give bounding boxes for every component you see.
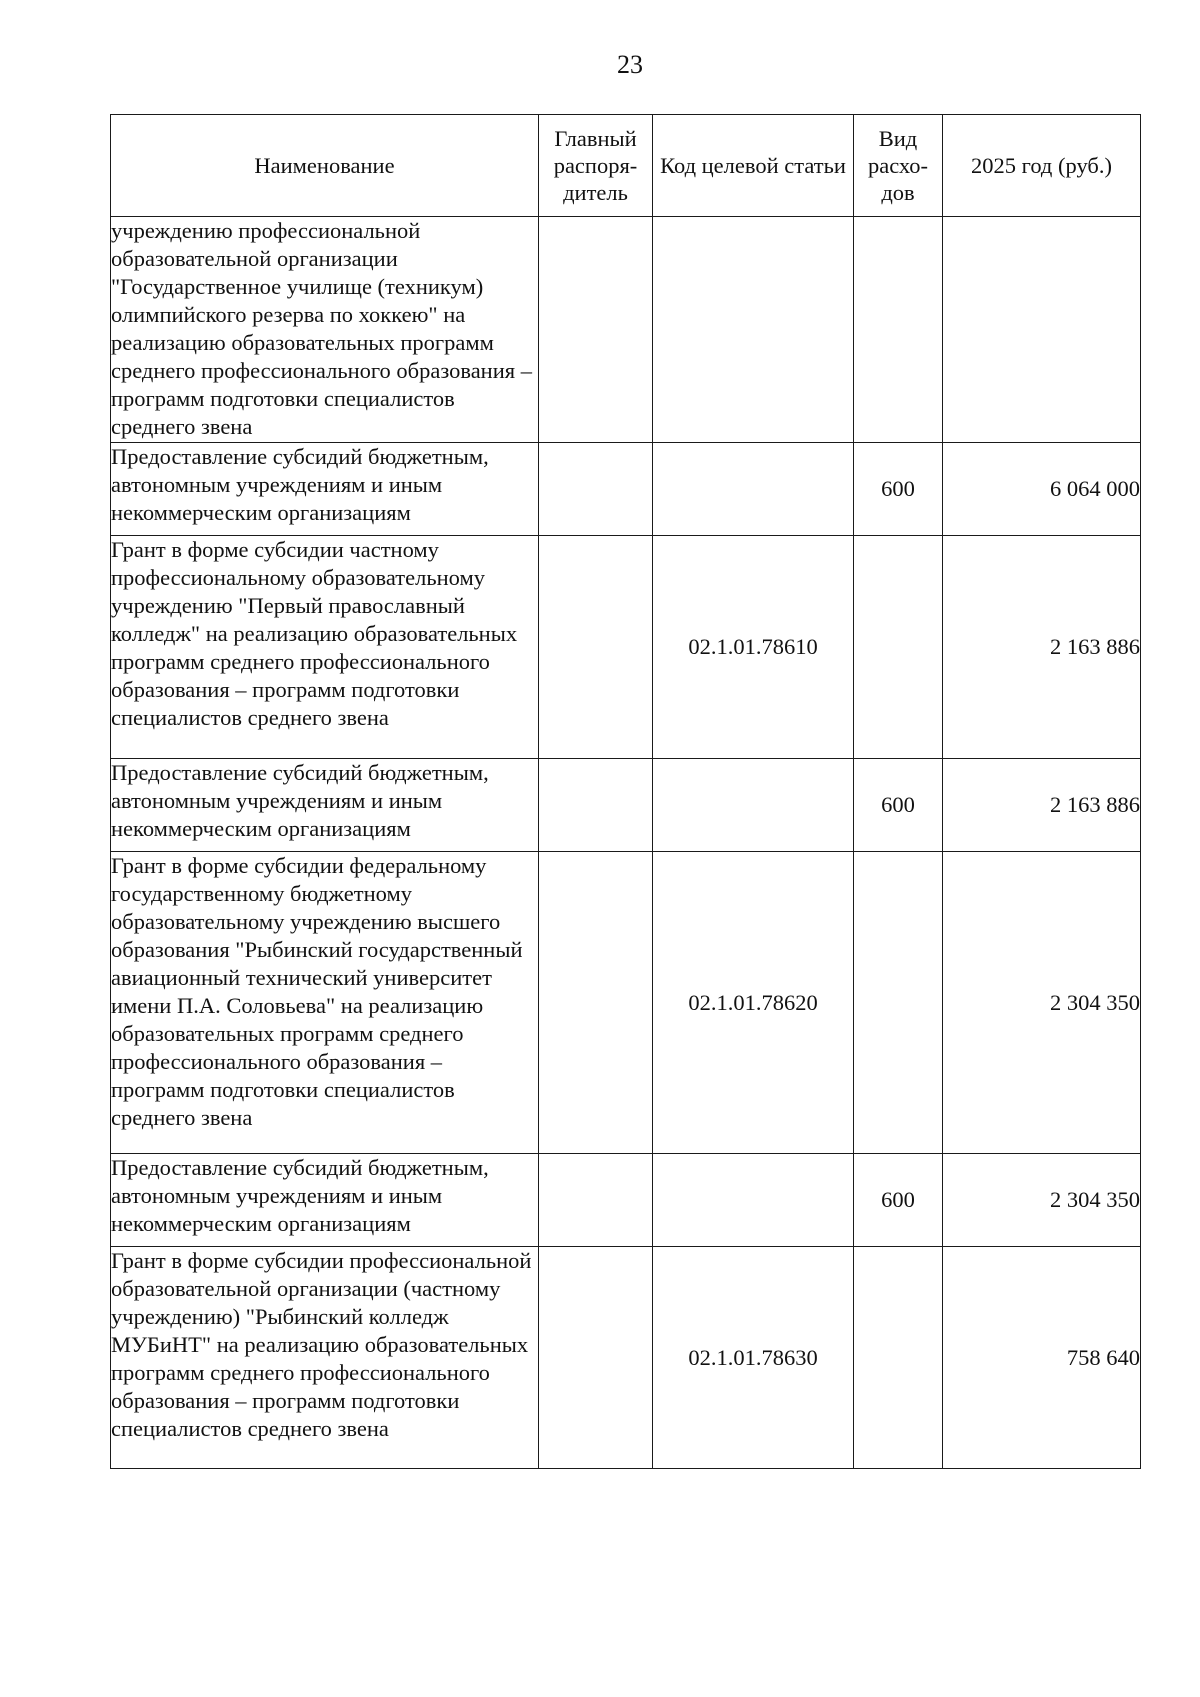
row-code xyxy=(653,1154,854,1247)
table-row xyxy=(111,217,1141,443)
row-code: 02.1.01.78610 xyxy=(653,536,854,759)
row-expense-type: 600 xyxy=(854,1154,943,1247)
header-target-code: Код целевой статьи xyxy=(653,115,854,217)
row-main-manager xyxy=(539,852,653,1154)
table-row xyxy=(111,536,1141,759)
row-name: Предоставление субсидий бюджетным, автономным учреждениям и иным некоммерческим организациям xyxy=(111,759,539,852)
header-main-manager: Главный распоря-дитель xyxy=(539,115,653,217)
row-name: учреждению профессиональной образовательной организации "Государственное училище (техникум) олимпийского резерва по хоккею" на реализацию образовательных программ среднего профессионального образования – программ подготовки специалистов среднего звена xyxy=(111,217,539,443)
row-expense-type xyxy=(854,1247,943,1469)
row-name: Грант в форме субсидии федеральному государственному бюджетному образовательному учреждению высшего образования "Рыбинский государственный авиационный технический университет имени П.А. Соловьева" на реализацию образовательных программ среднего профессионального образования – программ подготовки специалистов среднего звена xyxy=(111,852,539,1154)
row-code xyxy=(653,759,854,852)
table-row xyxy=(111,1247,1141,1469)
row-sum: 758 640 xyxy=(943,1247,1141,1469)
table-row xyxy=(111,852,1141,1154)
row-expense-type: 600 xyxy=(854,759,943,852)
header-name: Наименование xyxy=(111,115,539,217)
row-main-manager xyxy=(539,217,653,443)
row-code xyxy=(653,217,854,443)
row-expense-type xyxy=(854,536,943,759)
row-main-manager xyxy=(539,536,653,759)
row-sum: 2 163 886 xyxy=(943,536,1141,759)
row-name: Грант в форме субсидии частному профессиональному образовательному учреждению "Первый православный колледж" на реализацию образовательных программ среднего профессионального образования – программ подготовки специалистов среднего звена xyxy=(111,536,539,759)
row-sum xyxy=(943,217,1141,443)
header-year-sum: 2025 год (руб.) xyxy=(943,115,1141,217)
row-expense-type xyxy=(854,217,943,443)
row-main-manager xyxy=(539,443,653,536)
row-name: Предоставление субсидий бюджетным, автономным учреждениям и иным некоммерческим организациям xyxy=(111,1154,539,1247)
row-expense-type xyxy=(854,852,943,1154)
row-main-manager xyxy=(539,1247,653,1469)
page-number: 23 xyxy=(617,50,643,79)
row-code: 02.1.01.78620 xyxy=(653,852,854,1154)
row-sum: 2 163 886 xyxy=(943,759,1141,852)
row-sum: 2 304 350 xyxy=(943,1154,1141,1247)
row-main-manager xyxy=(539,1154,653,1247)
row-main-manager xyxy=(539,759,653,852)
table-row xyxy=(111,1154,1141,1247)
row-sum: 2 304 350 xyxy=(943,852,1141,1154)
table-header-row xyxy=(111,115,1141,217)
row-code: 02.1.01.78630 xyxy=(653,1247,854,1469)
table-row xyxy=(111,759,1141,852)
table-row xyxy=(111,443,1141,536)
row-name: Грант в форме субсидии профессиональной образовательной организации (частному учреждению) "Рыбинский колледж МУБиНТ" на реализацию образовательных программ среднего профессионального образования – программ подготовки специалистов среднего звена xyxy=(111,1247,539,1469)
row-code xyxy=(653,443,854,536)
row-name: Предоставление субсидий бюджетным, автономным учреждениям и иным некоммерческим организациям xyxy=(111,443,539,536)
row-sum: 6 064 000 xyxy=(943,443,1141,536)
header-expense-type: Вид расхо-дов xyxy=(854,115,943,217)
budget-table xyxy=(110,114,1141,1469)
row-expense-type: 600 xyxy=(854,443,943,536)
